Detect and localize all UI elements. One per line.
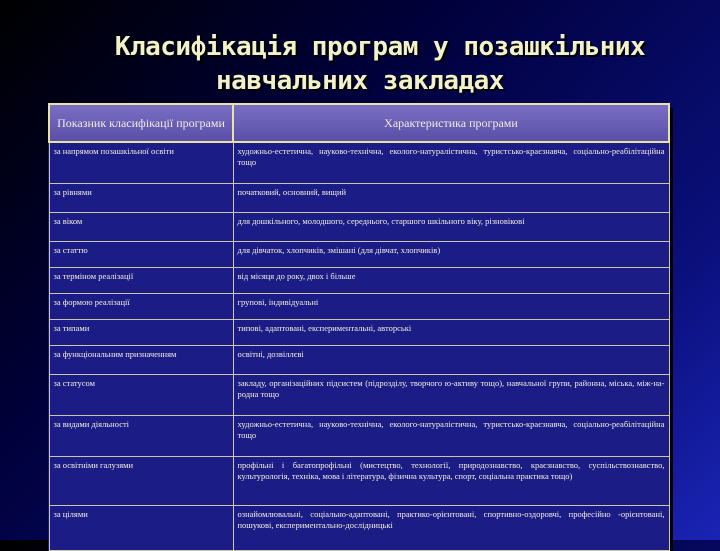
- row-description: групові, індивідуальні: [233, 294, 669, 320]
- title-line-2: навчальних закладах: [216, 66, 504, 96]
- title-line-1: Класифікація програм у позашкільних: [114, 32, 646, 62]
- row-description: закладу, організаційних підсистем (підрозділу, творчого ю-активу тощо), навчальної групи, районна, міська, між-на-родна тощо: [233, 375, 669, 416]
- table-row: [49, 320, 669, 346]
- table-row: [49, 506, 669, 551]
- table-row: [49, 294, 669, 320]
- table-row: [49, 416, 669, 457]
- row-indicator: за напрямом позашкільної освіти: [49, 142, 233, 184]
- row-indicator: за статусом: [49, 375, 233, 416]
- row-description: ознайомлювальні, соціально-адаптовані, практико-орієнтовані, спортивно-оздоровчі, професійно -орієнтовані, пошукові, експериментально-дослідницькі: [233, 506, 669, 551]
- row-indicator: за віком: [49, 213, 233, 242]
- header-description: Характеристика програми: [233, 104, 669, 142]
- row-indicator: за функціональним призначенням: [49, 346, 233, 375]
- row-description: профільні і багатопрофільні (мистецтво, технології, природознавство, краєзнавство, суспільствознавство, культурологія, техніка, мова і література, фізична культура, спорт, соціальна практика тощо): [233, 457, 669, 506]
- table-row: [49, 213, 669, 242]
- row-description: для дівчаток, хлопчиків, змішані (для дівчат, хлопчиків): [233, 242, 669, 268]
- row-indicator: за формою реалізації: [49, 294, 233, 320]
- table-row: [49, 268, 669, 294]
- row-description: освітні, дозвіллєві: [233, 346, 669, 375]
- row-indicator: за видами діяльності: [49, 416, 233, 457]
- table-row: [49, 346, 669, 375]
- row-indicator: за типами: [49, 320, 233, 346]
- table-row: [49, 375, 669, 416]
- row-description: типові, адаптовані, експериментальні, авторські: [233, 320, 669, 346]
- table-row: [49, 184, 669, 213]
- table-row: [49, 142, 669, 184]
- row-indicator: за статтю: [49, 242, 233, 268]
- row-description: художньо-естетична, науково-технічна, еколого-натуралістична, туристсько-краєзнавча, соціально-реабілітаційна тощо: [233, 142, 669, 184]
- classification-table: [48, 103, 668, 551]
- row-indicator: за цілями: [49, 506, 233, 551]
- row-description: початковий, основний, вищий: [233, 184, 669, 213]
- row-indicator: за рівнями: [49, 184, 233, 213]
- row-description: від місяця до року, двох і більше: [233, 268, 669, 294]
- header-indicator: Показник класифікації програми: [49, 104, 233, 142]
- page-title: [0, 30, 720, 98]
- row-indicator: за освітніми галузями: [49, 457, 233, 506]
- table-row: [49, 242, 669, 268]
- row-description: для дошкільного, молодшого, середнього, старшого шкільного віку, різновікові: [233, 213, 669, 242]
- table-row: [49, 457, 669, 506]
- row-indicator: за терміном реалізації: [49, 268, 233, 294]
- row-description: художньо-естетична, науково-технічна, еколого-натуралістична, туристсько-краєзнавча, соціально-реабілітаційна тощо: [233, 416, 669, 457]
